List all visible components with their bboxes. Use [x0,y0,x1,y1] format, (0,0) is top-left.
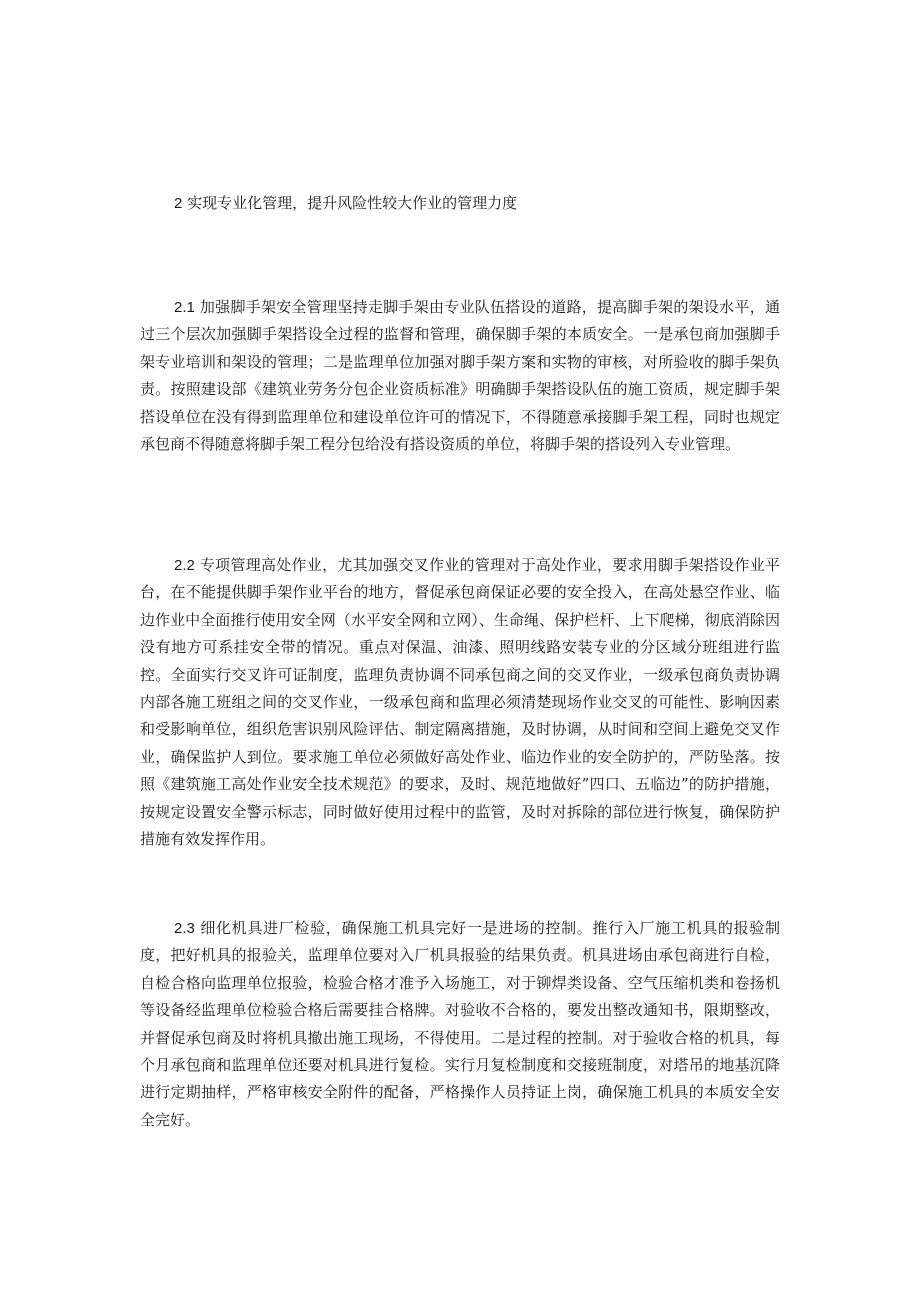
paragraph-text: 专项管理高处作业，尤其加强交叉作业的管理对于高处作业，要求用脚手架搭设作业平台，在不能提供脚手架作业平台的地方，督促承包商保证必要的安全投入，在高处悬空作业、临边作业中全面推行使用安全网（水平安全网和立网）、生命绳、保护栏杆、上下爬梯，彻底消除因没有地方可系挂安全带的情况。重点对保温、油漆、照明线路安装专业的分区域分班组进行监控。全面实行交叉许可证制度，监理负责协调不同承包商之间的交叉作业，一级承包商负责协调内部各施工班组之间的交叉作业，一级承包商和监理必须清楚现场作业交叉的可能性、影响因素和受影响单位，组织危害识别风险评估、制定隔离措施，及时协调，从时间和空间上避免交叉作业，确保监护人到位。要求施工单位必须做好高处作业、临边作业的安全防护的，严防坠落。按照《建筑施工高处作业安全技术规范》的要求，及时、规范地做好”四口、五临边”的防护措施，按规定设置安全警示标志，同时做好使用过程中的监管，及时对拆除的部位进行恢复，确保防护措施有效发挥作用。 [140,556,780,849]
section-heading [174,190,794,217]
paragraph-number: 2.3 [174,920,195,937]
heading-text: 实现专业化管理，提升风险性较大作业的管理力度 [187,194,518,212]
paragraph-text: 细化机具进厂检验，确保施工机具完好一是进场的控制。推行入厂施工机具的报验制度，把好机具的报验关，监理单位要对入厂机具报验的结果负责。机具进场由承包商进行自检，自检合格向监理单位报验，检验合格才准予入场施工，对于铆焊类设备、空气压缩机类和卷扬机等设备经监理单位检验合格后需要挂合格牌。对验收不合格的，要发出整改通知书，限期整改，并督促承包商及时将机具撤出施工现场，不得使用。二是过程的控制。对于验收合格的机具，每个月承包商和监理单位还要对机具进行复检。实行月复检制度和交接班制度，对塔吊的地基沉降进行定期抽样，严格审核安全附件的配备，严格操作人员持证上岗，确保施工机具的本质安全安全完好。 [140,919,780,1129]
paragraph-text: 加强脚手架安全管理坚持走脚手架由专业队伍搭设的道路，提高脚手架的架设水平，通过三个层次加强脚手架搭设全过程的监督和管理，确保脚手架的本质安全。一是承包商加强脚手架专业培训和架设的管理；二是监理单位加强对脚手架方案和实物的审核，对所验收的脚手架负责。按照建设部《建筑业劳务分包企业资质标准》明确脚手架搭设队伍的施工资质，规定脚手架搭设单位在没有得到监理单位和建设单位许可的情况下，不得随意承接脚手架工程，同时也规定承包商不得随意将脚手架工程分包给没有搭设资质的单位，将脚手架的搭设列入专业管理。 [140,298,780,454]
paragraph-2-2 [140,552,780,853]
heading-number: 2 [174,195,183,212]
paragraph-2-1 [140,294,780,458]
paragraph-number: 2.1 [174,299,195,316]
paragraph-2-3 [140,915,780,1134]
paragraph-number: 2.2 [174,557,195,574]
